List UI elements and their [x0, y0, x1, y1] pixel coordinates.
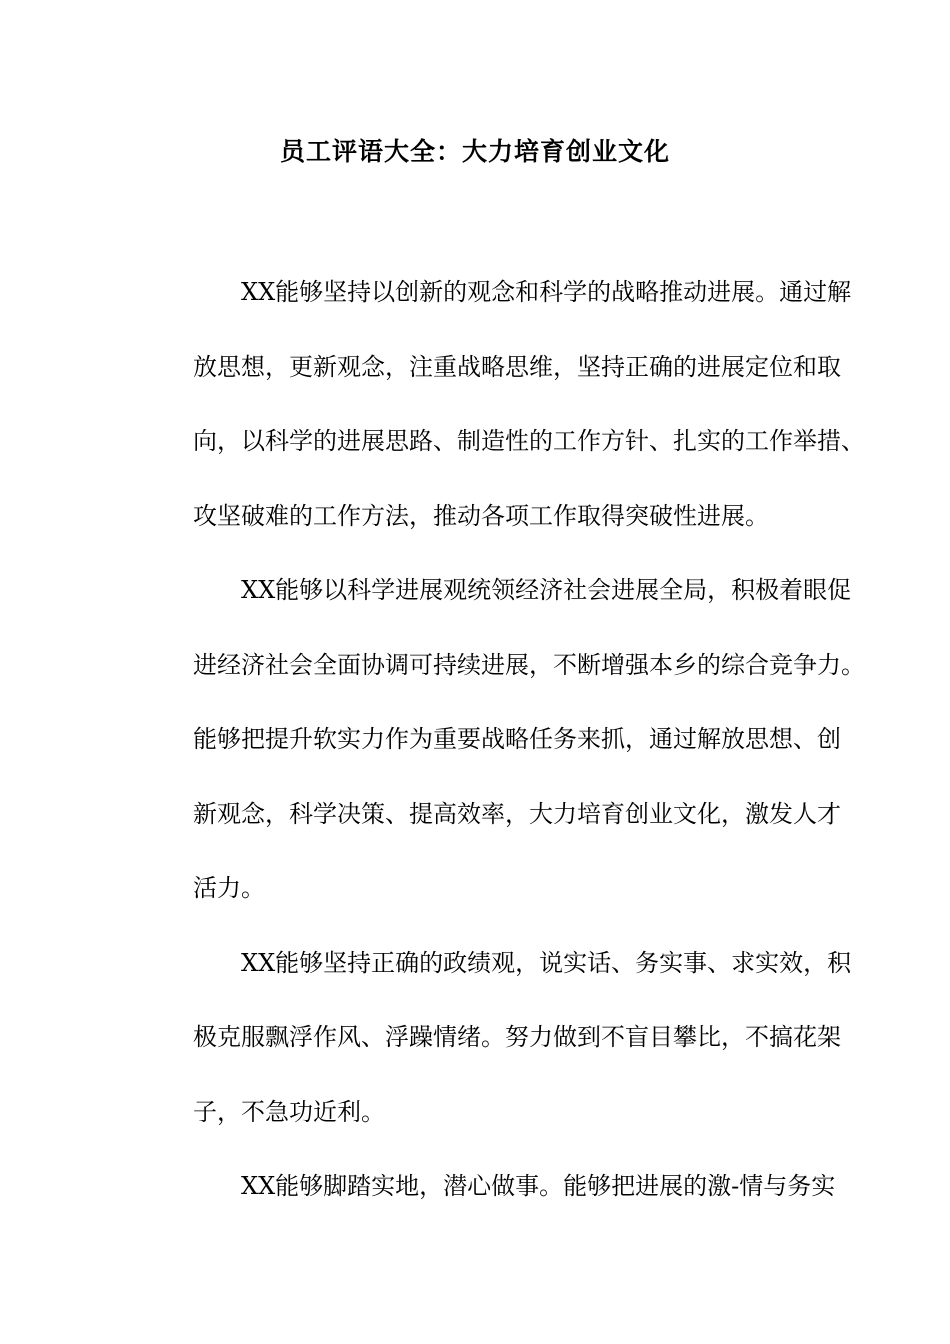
paragraph-line: 攻坚破难的工作方法，推动各项工作取得突破性进展。	[193, 501, 769, 530]
paragraph-line: XX能够坚持正确的政绩观，说实话、务实事、求实效，积	[241, 948, 852, 977]
paragraph-line: XX能够以科学进展观统领经济社会进展全局，积极着眼促	[241, 576, 852, 604]
paragraph-1	[145, 255, 865, 553]
paragraph-line: 新观念，科学决策、提高效率，大力培育创业文化，激发人才	[193, 799, 841, 828]
paragraph-4	[145, 1149, 836, 1224]
paragraph-line: 活力。	[193, 874, 265, 902]
paragraph-line: 子，不急功近利。	[193, 1097, 385, 1126]
paragraph-line: 放思想，更新观念，注重战略思维，坚持正确的进展定位和取	[193, 352, 841, 381]
paragraph-line: XX能够脚踏实地，潜心做事。能够把进展的激-情与务实	[241, 1172, 836, 1200]
paragraph-line: 进经济社会全面协调可持续进展，不断增强本乡的综合竞争力。	[193, 650, 865, 679]
paragraph-3	[145, 926, 852, 1150]
document-body	[145, 255, 865, 1224]
paragraph-line: 向，以科学的进展思路、制造性的工作方针、扎实的工作举措、	[193, 427, 865, 455]
paragraph-line: 能够把提升软实力作为重要战略任务来抓，通过解放思想、创	[193, 725, 841, 753]
document-title: 员工评语大全：大力培育创业文化	[279, 137, 670, 166]
paragraph-2	[145, 553, 865, 926]
paragraph-line: 极克服飘浮作风、浮躁情绪。努力做到不盲目攀比，不搞花架	[193, 1023, 841, 1051]
paragraph-line: XX能够坚持以创新的观念和科学的战略推动进展。通过解	[241, 278, 852, 306]
